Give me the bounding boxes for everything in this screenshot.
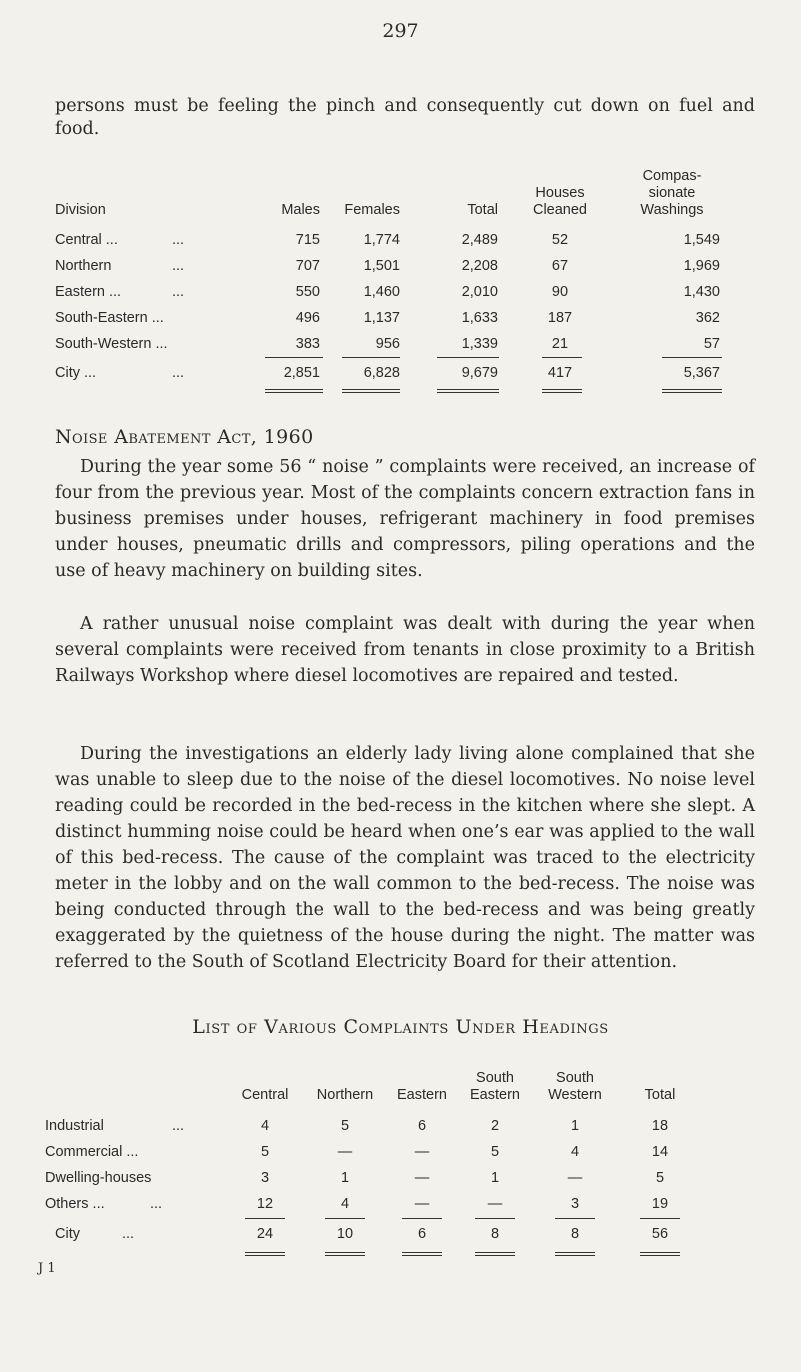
col-header-houses-1: Houses [535, 185, 585, 201]
col-header-eastern: Eastern [397, 1087, 447, 1103]
table-row-dots: ... [150, 1196, 163, 1212]
sum-rule [325, 1218, 365, 1219]
col-header-males: Males [281, 202, 320, 218]
table-row-label: Commercial ... [45, 1144, 139, 1160]
table-cell-houses: 52 [551, 232, 569, 248]
table-cell-total: 2,208 [461, 258, 498, 274]
table-row-dots: ... [172, 258, 185, 274]
table-cell-females: 1,137 [363, 310, 400, 326]
table-cell-washings: 1,430 [683, 284, 720, 300]
table-cell-males: 383 [295, 336, 320, 352]
double-rule [555, 1252, 595, 1256]
table-cell-total: 2,489 [461, 232, 498, 248]
table-row-dots: ... [172, 1118, 185, 1134]
table-cell-eastern: — [414, 1196, 430, 1212]
table-cell-houses: 67 [551, 258, 569, 274]
table-cell-total: 1,339 [461, 336, 498, 352]
table-cell-south-eastern: 5 [490, 1144, 500, 1160]
sum-rule [640, 1218, 680, 1219]
table-row-division: Northern [55, 258, 112, 274]
double-rule [640, 1252, 680, 1256]
table-cell-central: 5 [260, 1144, 270, 1160]
table-cell-south-western: — [567, 1170, 583, 1186]
table-cell-males: 707 [295, 258, 320, 274]
table-cell-houses: 21 [551, 336, 569, 352]
col-header-females: Females [344, 202, 400, 218]
table-row-division: Eastern ... [55, 284, 122, 300]
sum-rule [245, 1218, 285, 1219]
page-number: 297 [382, 20, 419, 42]
total-northern: 10 [336, 1226, 354, 1242]
table-row-dots: ... [172, 232, 185, 248]
intro-paragraph: persons must be feeling the pinch and consequently cut down on fuel and food. [55, 96, 755, 139]
complaints-table-title: List of Various Complaints Under Headings [192, 1016, 609, 1038]
col-header-total: Total [467, 202, 498, 218]
signature-mark: J 1 [38, 1261, 56, 1276]
paragraph-2: A rather unusual noise complaint was dealt with during the year when several complaints were received from tenants in close proximity to a British Railways Workshop where diesel locomotives are repaired and tested. [55, 614, 755, 686]
col-header-central: Central [241, 1087, 289, 1103]
table-row-label: Industrial [45, 1118, 104, 1134]
table-cell-central: 3 [260, 1170, 270, 1186]
total-houses: 417 [547, 365, 573, 381]
table-cell-total: 19 [651, 1196, 669, 1212]
table-cell-south-western: 4 [570, 1144, 580, 1160]
double-rule [402, 1252, 442, 1256]
total-south-eastern: 8 [490, 1226, 500, 1242]
total-washings: 5,367 [683, 365, 720, 381]
col-header-south-eastern-1: South [476, 1070, 514, 1086]
table-cell-northern: — [337, 1144, 353, 1160]
table-cell-washings: 1,969 [683, 258, 720, 274]
double-rule [325, 1252, 365, 1256]
table-cell-females: 1,460 [363, 284, 400, 300]
double-rule [475, 1252, 515, 1256]
table-row-label: Others ... [45, 1196, 105, 1212]
col-header-compassionate-3: Washings [640, 202, 704, 218]
total-total: 56 [651, 1226, 669, 1242]
table-cell-total: 2,010 [461, 284, 498, 300]
table-cell-total: 18 [651, 1118, 669, 1134]
col-header-northern: Northern [316, 1087, 374, 1103]
table-row-label: Dwelling-houses [45, 1170, 152, 1186]
col-header-compassionate-2: sionate [648, 185, 696, 201]
table-row-dots: ... [122, 1226, 135, 1242]
paragraph-1: During the year some 56 “ noise ” complaints were received, an increase of four from the previous year. Most of the complaints concern extraction fans in business premises under houses, refrigerant machinery in food premises under houses, pneumatic drills and compressors, piling operations and the use of heavy machinery on building sites. [55, 457, 755, 581]
table-cell-washings: 1,549 [683, 232, 720, 248]
table-cell-northern: 4 [340, 1196, 350, 1212]
sum-rule [555, 1218, 595, 1219]
col-header-south-western-1: South [556, 1070, 594, 1086]
table-cell-south-eastern: — [487, 1196, 503, 1212]
table-cell-northern: 1 [340, 1170, 350, 1186]
table-cell-females: 956 [375, 336, 400, 352]
table-row-dots: ... [172, 284, 185, 300]
table-cell-males: 496 [295, 310, 320, 326]
table-cell-eastern: — [414, 1144, 430, 1160]
table-row-division: South-Eastern ... [55, 310, 164, 326]
table-cell-total: 5 [655, 1170, 665, 1186]
total-row-label: City [55, 1226, 80, 1242]
table-cell-south-eastern: 2 [490, 1118, 500, 1134]
table-row-division: South-Western ... [55, 336, 168, 352]
paragraph-3: During the investigations an elderly lady living alone complained that she was unable to sleep due to the noise of the diesel locomotives. No noise level reading could be recorded in the bed-recess in the kitchen where she slept. A distinct humming noise could be heard when one’s ear was applied to the wall of this bed-recess. The cause of the complaint was traced to the electricity meter in the lobby and on the wall common to the bed-recess. The noise was being conducted through the wall to the bed-recess and was being greatly exaggerated by the quietness of the house during the night. The matter was referred to the South of Scotland Electricity Board for their attention. [55, 744, 755, 972]
table-cell-females: 1,774 [363, 232, 400, 248]
total-central: 24 [256, 1226, 274, 1242]
table-cell-washings: 57 [703, 336, 720, 352]
table-cell-central: 4 [260, 1118, 270, 1134]
col-header-division: Division [55, 202, 106, 218]
table-cell-south-western: 3 [570, 1196, 580, 1212]
table-cell-females: 1,501 [363, 258, 400, 274]
table-row-dots: ... [172, 365, 185, 381]
total-south-western: 8 [570, 1226, 580, 1242]
table-cell-males: 550 [295, 284, 320, 300]
table-cell-central: 12 [256, 1196, 274, 1212]
table-cell-washings: 362 [695, 310, 720, 326]
table-cell-northern: 5 [340, 1118, 350, 1134]
table-cell-eastern: — [414, 1170, 430, 1186]
table-row-division: Central ... [55, 232, 118, 248]
table-cell-south-eastern: 1 [490, 1170, 500, 1186]
col-header-houses-2: Cleaned [532, 202, 587, 218]
table-cell-total: 1,633 [461, 310, 498, 326]
table-cell-south-western: 1 [570, 1118, 580, 1134]
table-cell-houses: 187 [547, 310, 573, 326]
table-cell-houses: 90 [551, 284, 569, 300]
table-cell-eastern: 6 [417, 1118, 427, 1134]
total-females: 6,828 [363, 365, 400, 381]
col-header-total: Total [644, 1087, 676, 1103]
double-rule [245, 1252, 285, 1256]
col-header-south-western-2: Western [548, 1087, 602, 1103]
section-heading: Noise Abatement Act, 1960 [55, 426, 314, 448]
total-males: 2,851 [283, 365, 320, 381]
total-row-label: City ... [55, 365, 97, 381]
col-header-compassionate-1: Compas- [642, 168, 702, 184]
sum-rule [402, 1218, 442, 1219]
total-total: 9,679 [461, 365, 498, 381]
table-cell-males: 715 [295, 232, 320, 248]
table-cell-total: 14 [651, 1144, 669, 1160]
col-header-south-eastern-2: Eastern [470, 1087, 520, 1103]
sum-rule [475, 1218, 515, 1219]
total-eastern: 6 [417, 1226, 427, 1242]
